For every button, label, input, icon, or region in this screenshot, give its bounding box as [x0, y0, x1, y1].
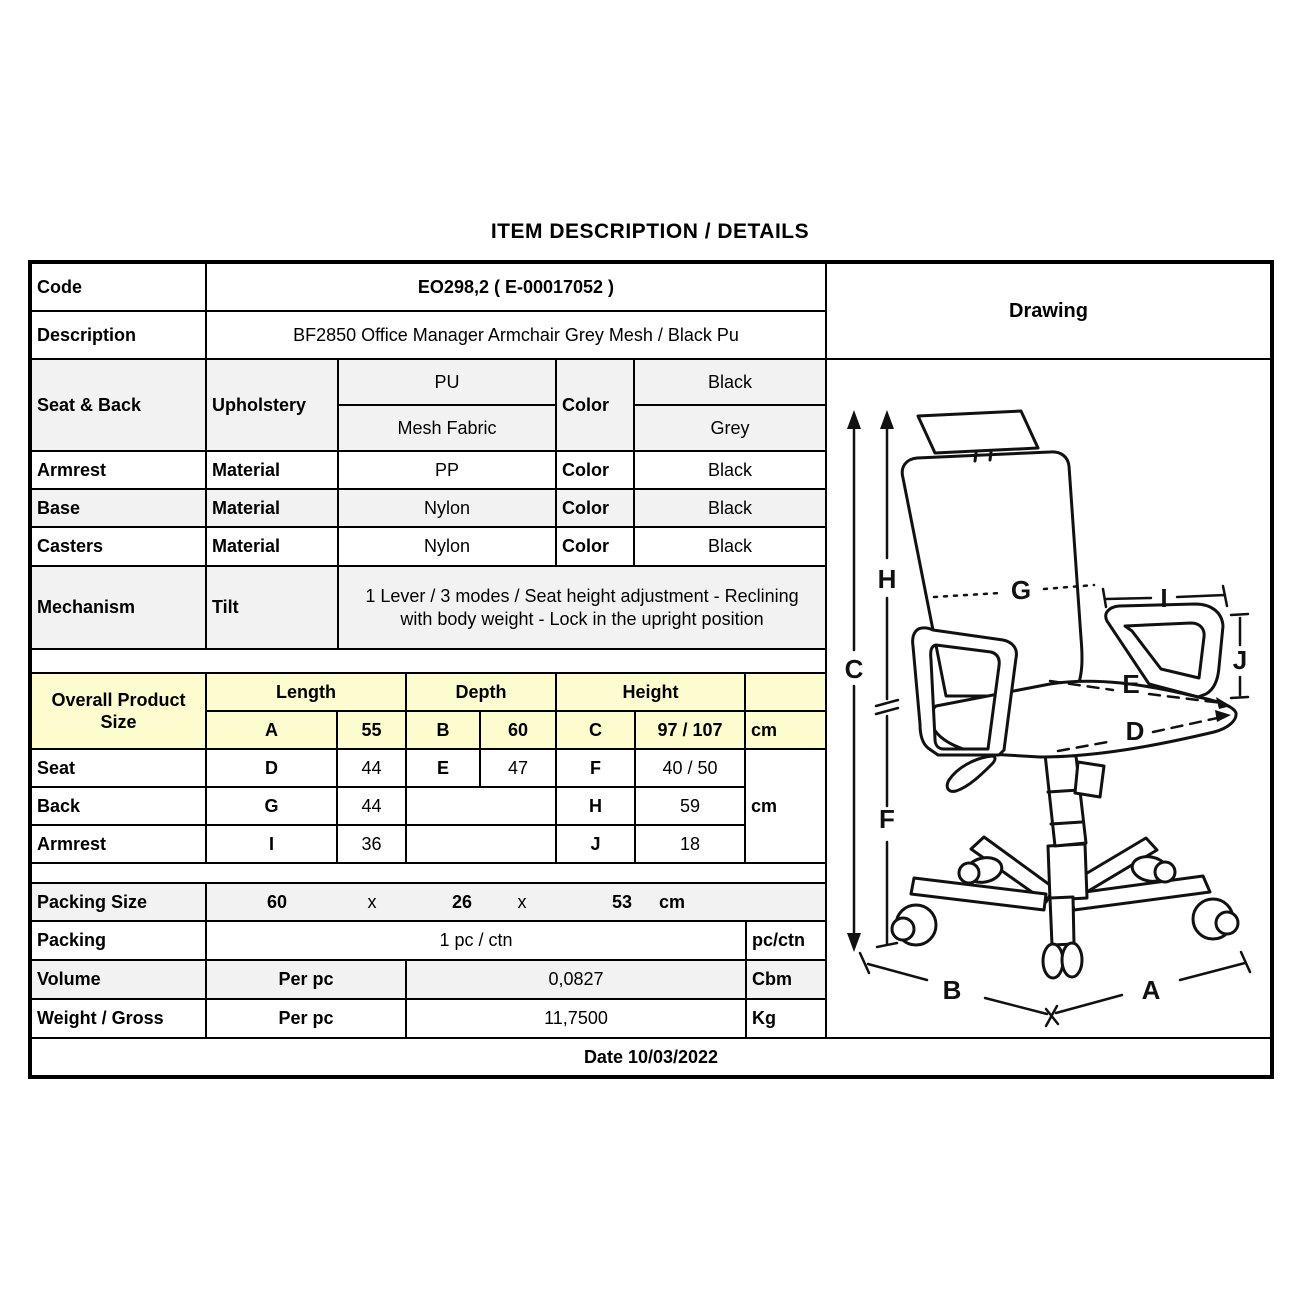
casters-label: Casters [30, 526, 207, 567]
seat-back-color-1: Black [633, 358, 827, 406]
col-header-unit-empty [744, 672, 827, 712]
seat-height-value: 40 / 50 [634, 748, 746, 788]
chair-art [892, 411, 1238, 978]
base-leg-front [1050, 897, 1074, 945]
label-h: H [877, 564, 897, 594]
armrest-attr: Material [205, 450, 339, 490]
packing-size-unit: cm [658, 891, 685, 912]
back-depth-empty [405, 786, 557, 826]
weight-per: Per pc [205, 998, 407, 1039]
description-label: Description [30, 310, 207, 360]
packing-size-length: 60 [266, 891, 288, 912]
size-unit-merged: cm [744, 748, 827, 864]
seat-back-label: Seat & Back [30, 358, 207, 452]
seat-depth-value: 47 [479, 748, 557, 788]
packing-label: Packing [30, 920, 207, 961]
height-lever [947, 756, 995, 791]
label-b: B [942, 975, 962, 1005]
armrest-color: Black [633, 450, 827, 490]
base-label: Base [30, 488, 207, 528]
col-header-height: Height [555, 672, 746, 712]
seat-length-key: D [205, 748, 338, 788]
date-row: Date 10/03/2022 [30, 1037, 1272, 1077]
seat-back-color-label: Color [555, 358, 635, 452]
armrest-material: PP [337, 450, 557, 490]
overall-unit: cm [744, 710, 827, 750]
drawing-header: Drawing [825, 262, 1272, 360]
armrest-depth-empty [405, 824, 557, 864]
overall-size-label [30, 672, 207, 750]
overall-depth-key: B [405, 710, 481, 750]
casters-material: Nylon [337, 526, 557, 567]
seat-depth-key: E [405, 748, 481, 788]
armrest-length-key: I [205, 824, 338, 864]
label-i: I [1160, 583, 1168, 613]
dim-h-arrow [880, 410, 894, 429]
label-e: E [1122, 669, 1140, 699]
caster-right [1193, 899, 1238, 939]
dim-ab-vertex-tick [1046, 1006, 1058, 1026]
packing-unit: pc/ctn [745, 920, 827, 961]
seat-back-material-1: PU [337, 358, 557, 406]
armrest-row-label: Armrest [30, 824, 207, 864]
spacer-row-1 [30, 648, 827, 674]
label-a: A [1141, 975, 1161, 1005]
casters-color-label: Color [555, 526, 635, 567]
overall-size-label-line2: Size [100, 712, 137, 732]
seat-back-material-2: Mesh Fabric [337, 404, 557, 452]
casters-color: Black [633, 526, 827, 567]
casters-attr: Material [205, 526, 339, 567]
packing-size-label: Packing Size [30, 882, 207, 922]
label-c: C [844, 654, 864, 684]
col-header-depth: Depth [405, 672, 557, 712]
armrest-length-value: 36 [336, 824, 407, 864]
base-material: Nylon [337, 488, 557, 528]
weight-label: Weight / Gross [30, 998, 207, 1039]
overall-height-key: C [555, 710, 636, 750]
packing-size-sep-2: x [517, 891, 527, 912]
mechanism-label: Mechanism [30, 565, 207, 650]
packing-size-height: 53 [611, 891, 633, 912]
volume-label: Volume [30, 959, 207, 1000]
spacer-row-2 [30, 862, 827, 884]
page-title: ITEM DESCRIPTION / DETAILS [490, 220, 810, 243]
back-height-value: 59 [634, 786, 746, 826]
volume-unit: Cbm [745, 959, 827, 1000]
seat-height-key: F [555, 748, 636, 788]
mechanism-text: 1 Lever / 3 modes / Seat height adjustment - Reclining with body weight - Lock in the upright position [365, 586, 799, 629]
armrest-height-value: 18 [634, 824, 746, 864]
volume-per: Per pc [205, 959, 407, 1000]
back-length-key: G [205, 786, 338, 826]
caster-back-left [959, 855, 1004, 886]
weight-unit: Kg [745, 998, 827, 1039]
caster-left [892, 905, 936, 945]
mechanism-attr: Tilt [205, 565, 339, 650]
label-j: J [1232, 645, 1248, 675]
drawing-area [825, 358, 1272, 1039]
overall-depth-value: 60 [479, 710, 557, 750]
headrest [918, 411, 1038, 453]
armrest-color-label: Color [555, 450, 635, 490]
armrest-height-key: J [555, 824, 636, 864]
description-value: BF2850 Office Manager Armchair Grey Mesh / Black Pu [205, 310, 827, 360]
weight-value: 11,7500 [405, 998, 747, 1039]
base-color-label: Color [555, 488, 635, 528]
packing-size-depth: 26 [451, 891, 473, 912]
caster-front [1043, 943, 1082, 978]
overall-length-value: 55 [336, 710, 407, 750]
lever-bracket [1075, 762, 1104, 797]
col-header-length: Length [205, 672, 407, 712]
caster-back-right [1130, 854, 1175, 885]
volume-value: 0,0827 [405, 959, 747, 1000]
base-attr: Material [205, 488, 339, 528]
chair-drawing [825, 358, 1272, 1039]
label-g: G [1010, 575, 1032, 605]
label-f: F [879, 804, 895, 834]
code-value: EO298,2 ( E-00017052 ) [205, 262, 827, 312]
label-d: D [1125, 716, 1145, 746]
seat-back-attr: Upholstery [205, 358, 339, 452]
packing-value: 1 pc / ctn [205, 920, 747, 961]
armrest-label: Armrest [30, 450, 207, 490]
back-height-key: H [555, 786, 636, 826]
seat-row-label: Seat [30, 748, 207, 788]
overall-height-value: 97 / 107 [634, 710, 746, 750]
base-hub [1048, 844, 1087, 900]
overall-length-key: A [205, 710, 338, 750]
mechanism-value [337, 565, 827, 650]
back-row-label: Back [30, 786, 207, 826]
packing-size-value [205, 882, 827, 922]
seat-length-value: 44 [336, 748, 407, 788]
seat-back-color-2: Grey [633, 404, 827, 452]
base-color: Black [633, 488, 827, 528]
packing-size-sep-1: x [367, 891, 377, 912]
code-label: Code [30, 262, 207, 312]
overall-size-label-line1: Overall Product [51, 689, 186, 710]
back-length-value: 44 [336, 786, 407, 826]
